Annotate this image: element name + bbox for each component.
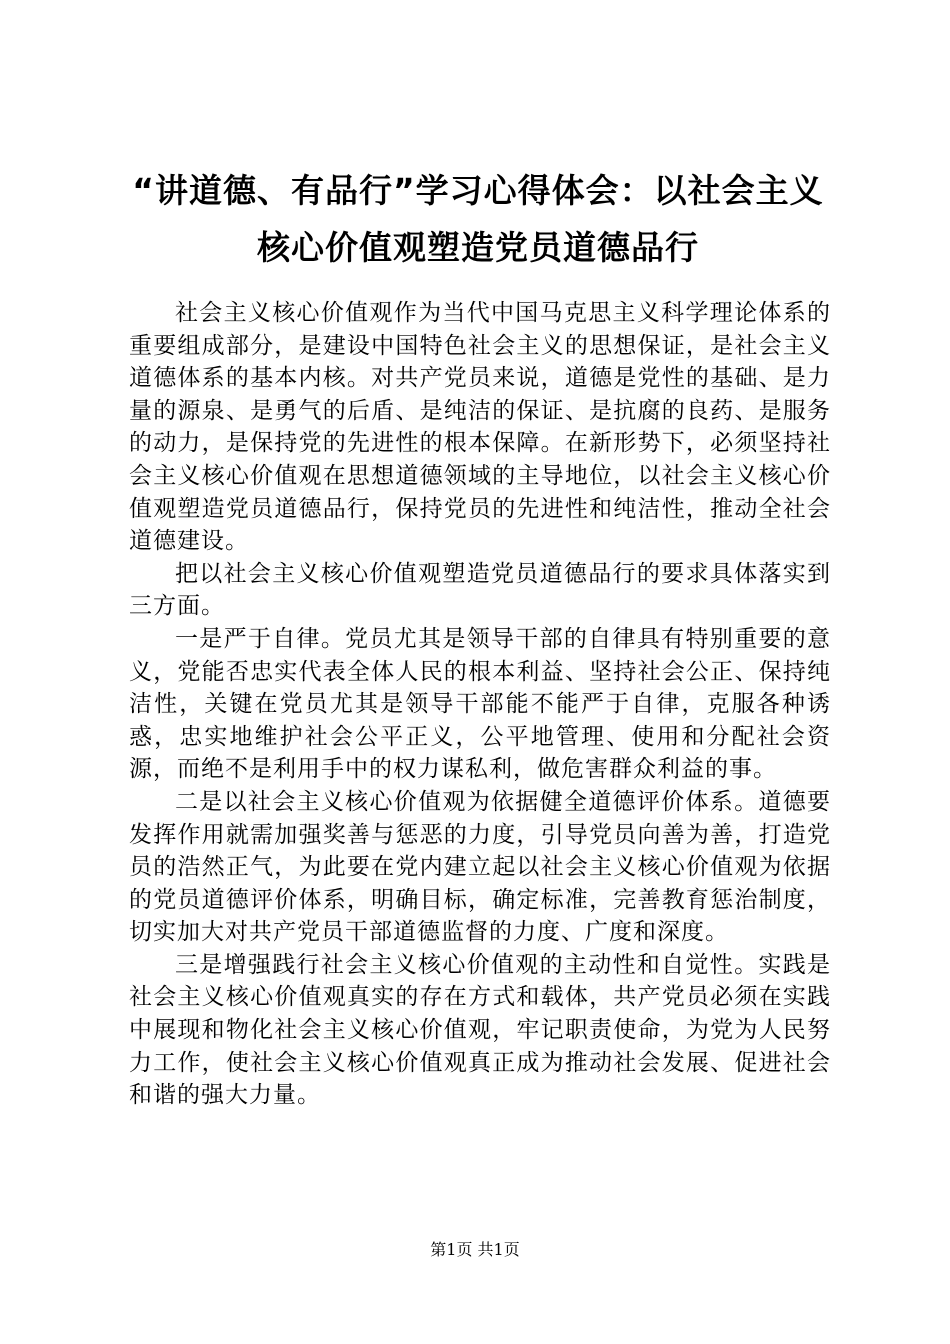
page-number-footer: 第1页 共1页 — [430, 1240, 520, 1259]
document-title: “讲道德、有品行”学习心得体会：以社会主义核心价值观塑造党员道德品行 — [132, 171, 824, 267]
document-body — [129, 297, 831, 1112]
paragraph-point-one: 一是严于自律。党员尤其是领导干部的自律具有特别重要的意义，党能否忠实代表全体人民的根本利益、坚持社会公正、保持纯洁性，关键在党员尤其是领导干部能不能严于自律，克服各种诱惑，忠实地维护社会公平正义，公平地管理、使用和分配社会资源，而绝不是利用手中的权力谋私利，做危害群众利益的事。 — [129, 625, 831, 783]
paragraph-intro: 社会主义核心价值观作为当代中国马克思主义科学理论体系的重要组成部分，是建设中国特色社会主义的思想保证，是社会主义道德体系的基本内核。对共产党员来说，道德是党性的基础、是力量的源泉、是勇气的后盾、是纯洁的保证、是抗腐的良药、是服务的动力，是保持党的先进性的根本保障。在新形势下，必须坚持社会主义核心价值观在思想道德领域的主导地位，以社会主义核心价值观塑造党员道德品行，保持党员的先进性和纯洁性，推动全社会道德建设。 — [129, 300, 831, 555]
paragraph-summary: 把以社会主义核心价值观塑造党员道德品行的要求具体落实到三方面。 — [129, 560, 831, 620]
paragraph-point-three: 三是增强践行社会主义核心价值观的主动性和自觉性。实践是社会主义核心价值观真实的存在方式和载体，共产党员必须在实践中展现和物化社会主义核心价值观，牢记职责使命，为党为人民努力工作，使社会主义核心价值观真正成为推动社会发展、促进社会和谐的强大力量。 — [129, 951, 831, 1109]
paragraph-point-two: 二是以社会主义核心价值观为依据健全道德评价体系。道德要发挥作用就需加强奖善与惩恶的力度，引导党员向善为善，打造党员的浩然正气，为此要在党内建立起以社会主义核心价值观为依据的党员道德评价体系，明确目标，确定标准，完善教育惩治制度，切实加大对共产党员干部道德监督的力度、广度和深度。 — [129, 788, 831, 946]
